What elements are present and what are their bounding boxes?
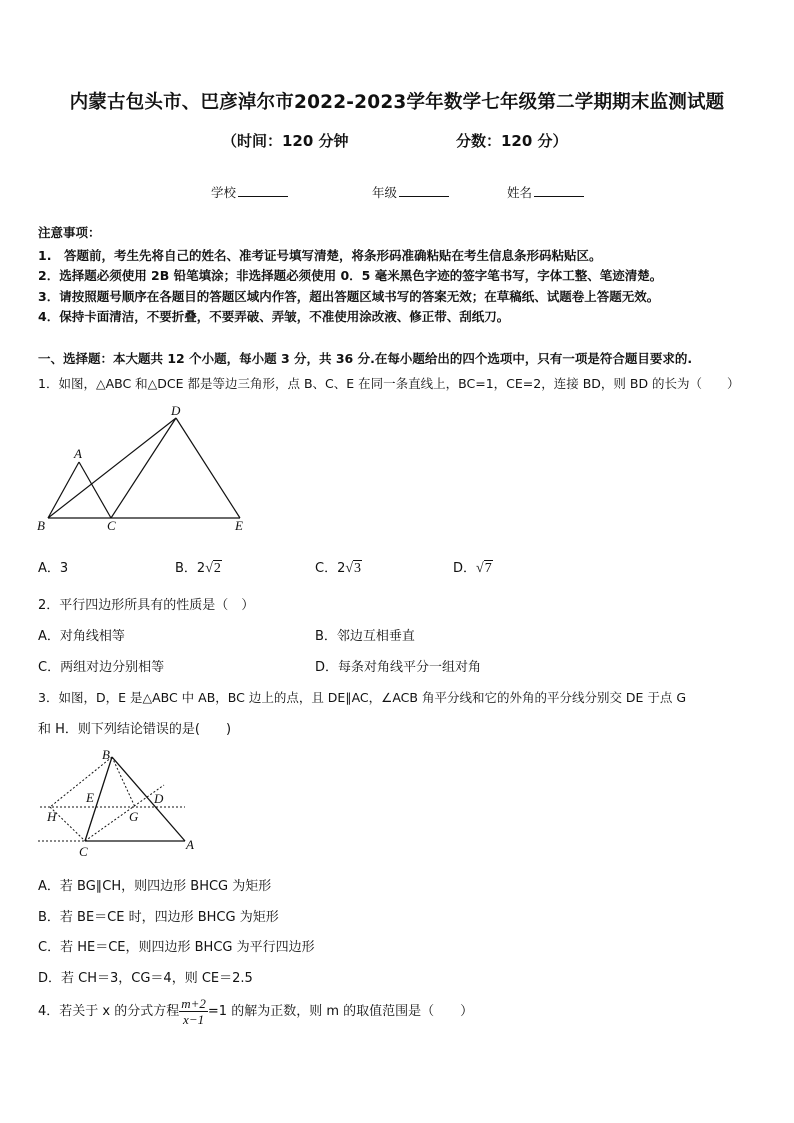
name-blank[interactable] bbox=[534, 184, 584, 197]
q4-frac-den: x−1 bbox=[183, 1012, 205, 1027]
q1-label-e: E bbox=[235, 518, 243, 533]
q1-option-c[interactable] bbox=[315, 557, 362, 577]
q1-option-c-radicand: 3 bbox=[354, 561, 362, 576]
q3-label-g: G bbox=[129, 809, 139, 824]
q2-option-d[interactable]: D．每条对角线平分一组对角 bbox=[315, 660, 482, 675]
q3-label-d: D bbox=[154, 791, 164, 806]
q4-stem bbox=[38, 996, 473, 1027]
page-title: 内蒙古包头市、巴彦淖尔市2022-2023学年数学七年级第二学期期末监测试题 bbox=[69, 92, 725, 113]
notice-heading: 注意事项： bbox=[38, 225, 101, 240]
name-field[interactable] bbox=[507, 183, 584, 201]
name-label: 姓名 bbox=[507, 185, 533, 200]
q3-option-a[interactable]: A．若 BG∥CH，则四边形 BHCG 为矩形 bbox=[38, 879, 272, 894]
q3-stem-line1: 3．如图，D，E 是△ABC 中 AB，BC 边上的点，且 DE∥AC，∠ACB 角平分线和它的外角的平分线分别交 DE 于点 G bbox=[38, 690, 687, 705]
q1-stem: 1．如图，△ABC 和△DCE 都是等边三角形，点 B、C、E 在同一条直线上，BC=1，CE=2，连接 BD，则 BD 的长为（ ） bbox=[38, 376, 740, 391]
q1-option-b-radicand: 2 bbox=[213, 561, 221, 576]
q3-label-a: A bbox=[186, 837, 194, 852]
q1-option-d-prefix: D． bbox=[453, 561, 477, 576]
notice-item-4: 4．保持卡面清洁，不要折叠，不要弄破、弄皱，不准使用涂改液、修正带、刮纸刀。 bbox=[38, 309, 510, 324]
sqrt-symbol: √ bbox=[345, 561, 354, 576]
q3-label-e: E bbox=[86, 790, 94, 805]
q1-option-b-prefix: B．2 bbox=[175, 561, 206, 576]
q1-line-bd bbox=[48, 418, 176, 518]
q3-line-ba bbox=[112, 757, 185, 841]
q1-option-b-sqrt bbox=[205, 560, 222, 576]
school-blank[interactable] bbox=[238, 184, 288, 197]
q3-option-d[interactable]: D．若 CH＝3，CG＝4，则 CE＝2.5 bbox=[38, 971, 253, 986]
q1-option-c-sqrt bbox=[345, 560, 362, 576]
school-field[interactable] bbox=[211, 183, 288, 201]
q1-label-a: A bbox=[74, 446, 82, 461]
q3-line-bg bbox=[112, 757, 135, 807]
notice-item-2: 2．选择题必须使用 2B 铅笔填涂；非选择题必须使用 0．5 毫米黑色字迹的签字笔书写，字体工整、笔迹清楚。 bbox=[38, 268, 663, 283]
q1-label-c: C bbox=[107, 518, 116, 533]
q4-stem-suffix: =1 的解为正数，则 m 的取值范围是（ ） bbox=[207, 1004, 474, 1019]
q3-line-cg bbox=[85, 785, 164, 841]
q2-option-b[interactable]: B．邻边互相垂直 bbox=[315, 629, 415, 644]
q1-line-de bbox=[176, 418, 240, 518]
grade-blank[interactable] bbox=[399, 184, 449, 197]
q1-option-b[interactable] bbox=[175, 557, 222, 577]
q3-label-b: B bbox=[102, 747, 110, 762]
notice-item-3: 3．请按照题号顺序在各题目的答题区域内作答，超出答题区域书写的答案无效；在草稿纸、试题卷上答题无效。 bbox=[38, 289, 660, 304]
q3-option-c[interactable]: C．若 HE＝CE，则四边形 BHCG 为平行四边形 bbox=[38, 940, 315, 955]
q1-line-ba bbox=[48, 462, 79, 518]
notice-item-1: 1. 答题前，考生先将自己的姓名、准考证号填写清楚，将条形码准确粘贴在考生信息条形码粘贴区。 bbox=[38, 248, 602, 263]
grade-field[interactable] bbox=[372, 183, 449, 201]
q1-option-d[interactable] bbox=[453, 557, 493, 577]
q1-label-d: D bbox=[171, 403, 181, 418]
grade-label: 年级 bbox=[372, 185, 398, 200]
q3-line-bh bbox=[50, 757, 112, 807]
section-heading: 一、选择题：本大题共 12 个小题，每小题 3 分，共 36 分.在每小题给出的四个选项中，只有一项是符合题目要求的. bbox=[38, 351, 693, 366]
q2-stem: 2．平行四边形所具有的性质是（ ） bbox=[38, 598, 255, 613]
q2-option-a[interactable]: A．对角线相等 bbox=[38, 629, 125, 644]
q1-figure bbox=[30, 400, 260, 538]
sqrt-symbol: √ bbox=[205, 561, 213, 576]
exam-time: （时间：120 分钟 bbox=[222, 132, 349, 150]
q2-option-c[interactable]: C．两组对边分别相等 bbox=[38, 660, 165, 675]
school-label: 学校 bbox=[211, 185, 237, 200]
q1-label-b: B bbox=[37, 518, 45, 533]
exam-score: 分数：120 分） bbox=[456, 132, 568, 150]
q1-option-a[interactable]: A．3 bbox=[38, 561, 69, 576]
q4-stem-prefix: 4．若关于 x 的分式方程 bbox=[38, 1004, 180, 1019]
q4-frac-num: m+2 bbox=[181, 996, 206, 1011]
q3-stem-line2: 和 H．则下列结论错误的是( ) bbox=[38, 722, 232, 737]
q1-option-d-sqrt bbox=[476, 560, 493, 576]
q4-fraction bbox=[179, 996, 208, 1027]
q3-figure bbox=[30, 745, 205, 860]
sqrt-symbol: √ bbox=[476, 561, 484, 576]
q3-label-h: H bbox=[47, 809, 57, 824]
q1-option-d-radicand: 7 bbox=[484, 561, 492, 576]
q1-line-cd bbox=[111, 418, 176, 518]
q3-option-b[interactable]: B．若 BE＝CE 时，四边形 BHCG 为矩形 bbox=[38, 910, 279, 925]
q1-option-c-prefix: C．2 bbox=[315, 561, 346, 576]
q3-label-c: C bbox=[79, 844, 88, 859]
